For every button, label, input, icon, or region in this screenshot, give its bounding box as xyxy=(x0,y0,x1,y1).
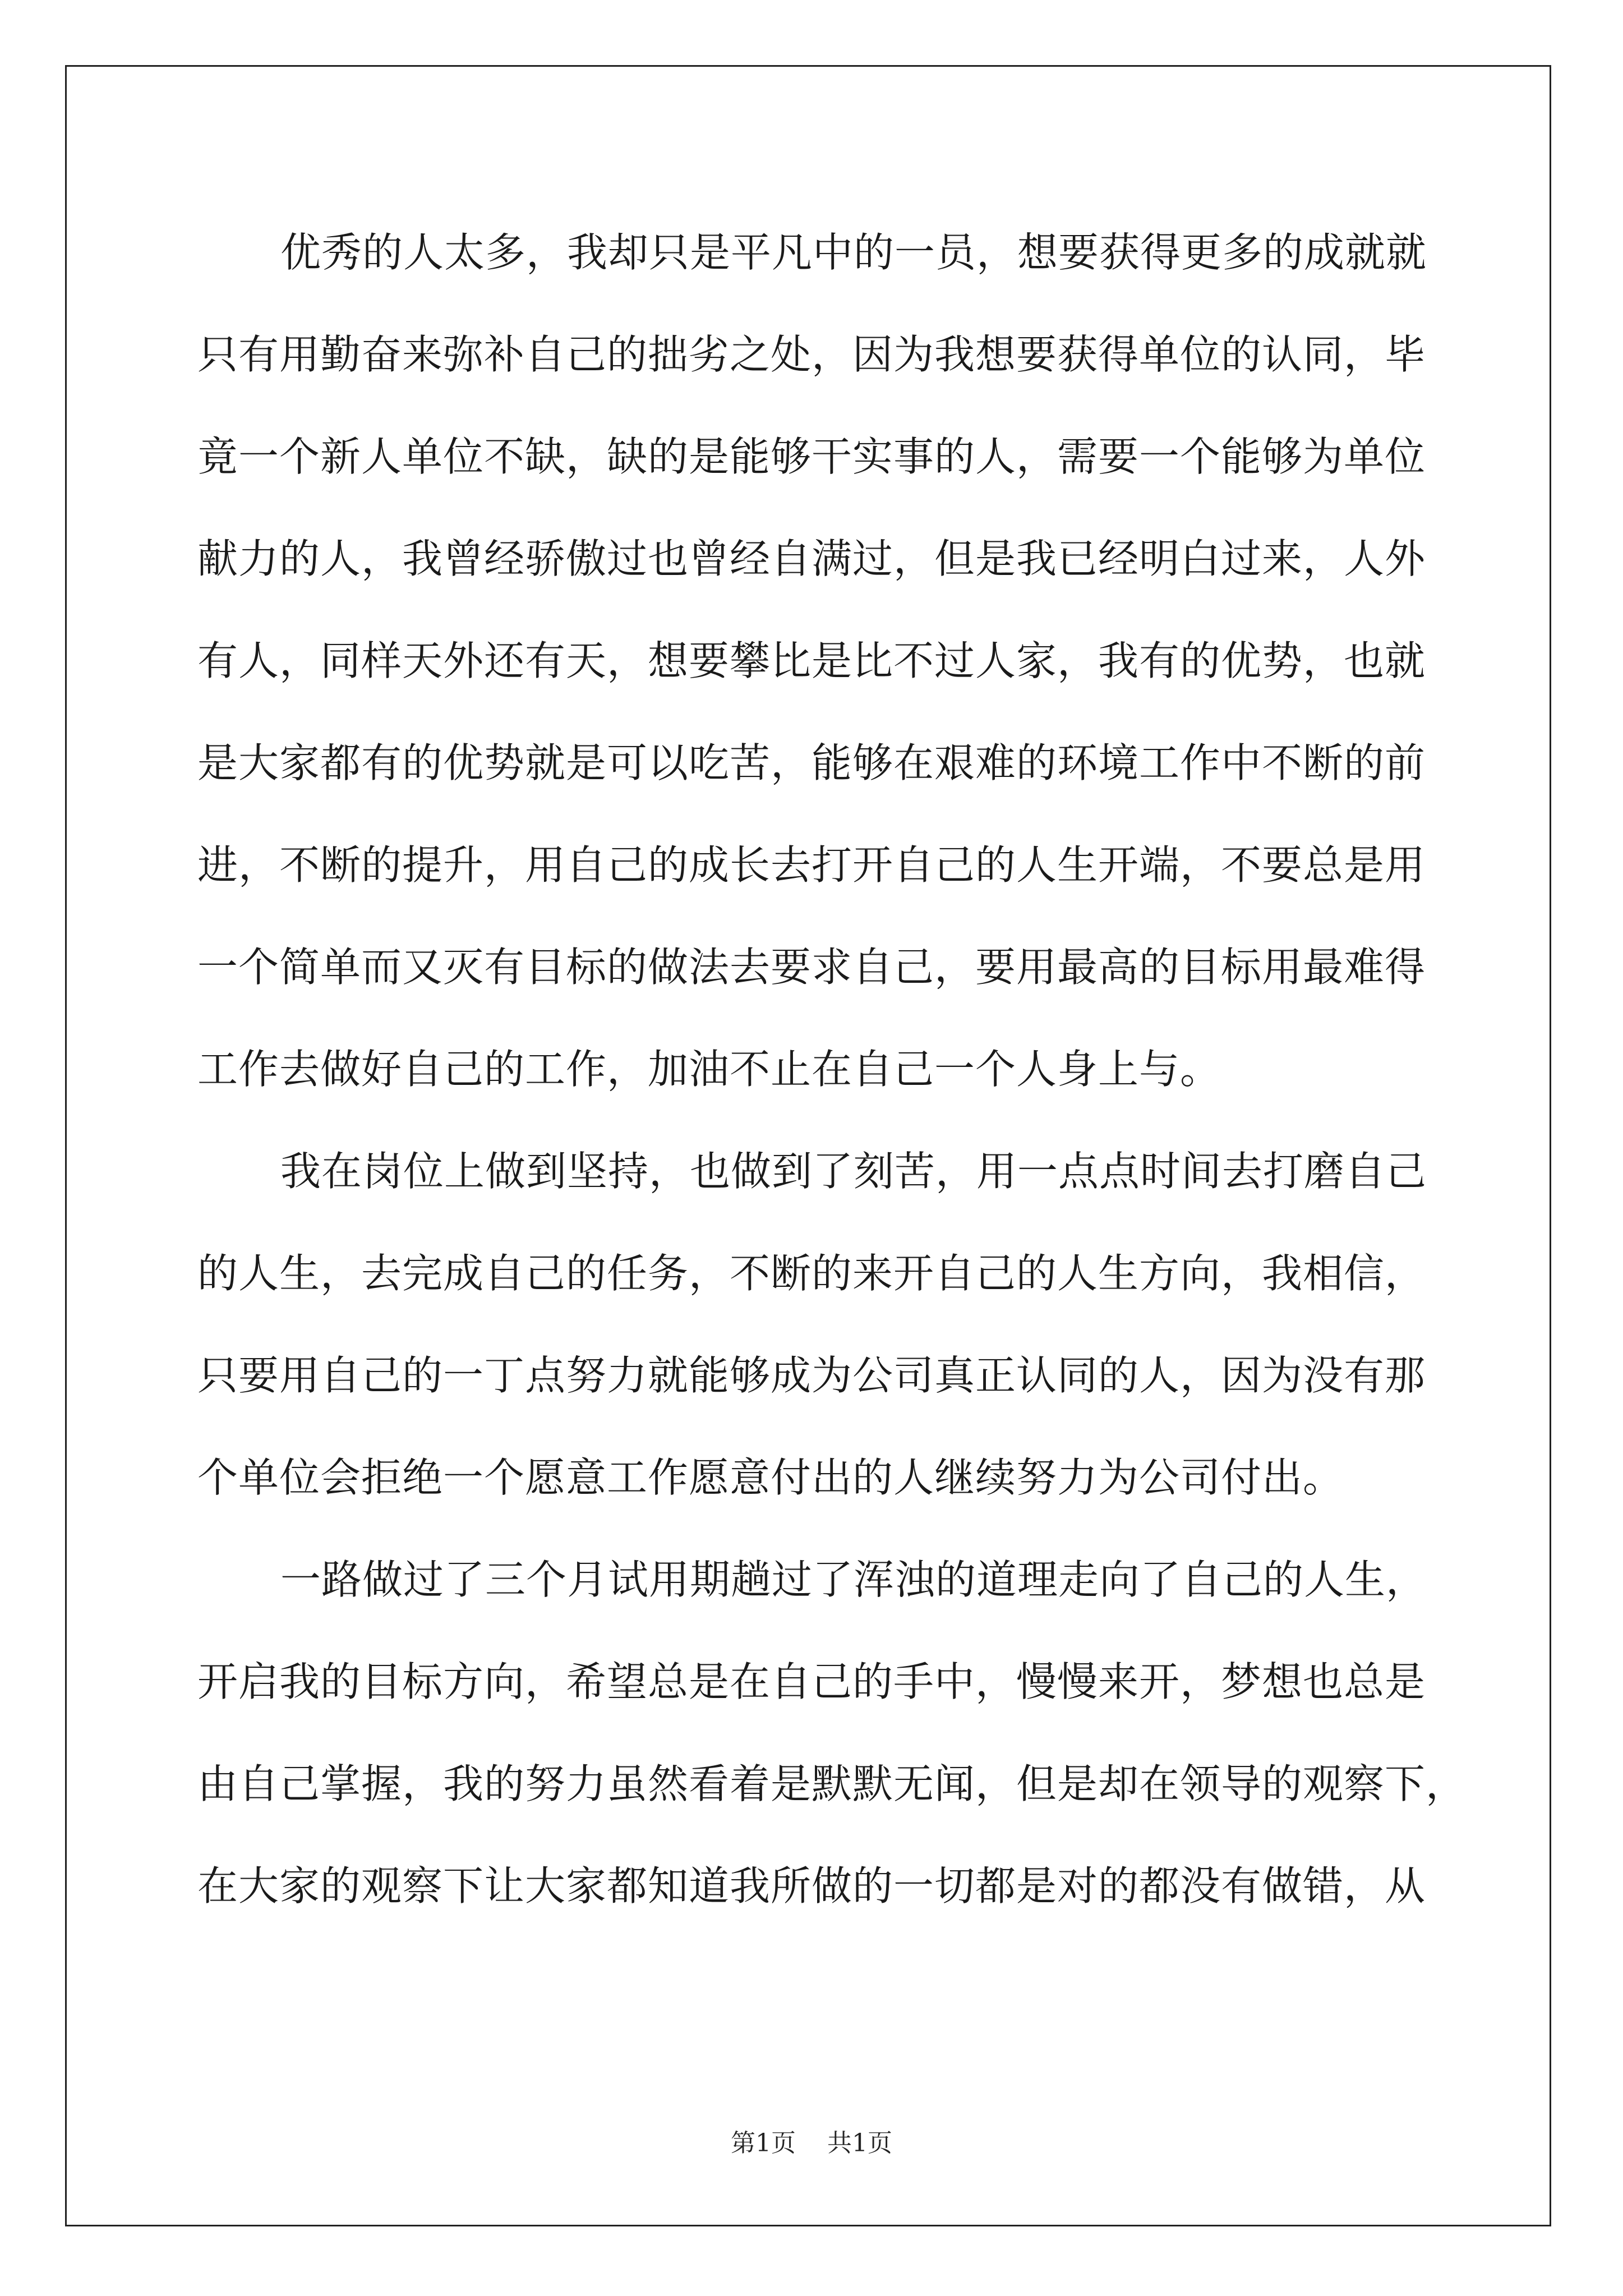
document-body xyxy=(197,219,1467,1954)
paragraph-2-line-4: 个单位会拒绝一个愿意工作愿意付出的人继续努力为公司付出。 xyxy=(197,1454,1344,1501)
paragraph-1-line-1: 优秀的人太多，我却只是平凡中的一员，想要获得更多的成就就 xyxy=(280,229,1427,276)
paragraph-1-line-6: 是大家都有的优势就是可以吃苦，能够在艰难的环境工作中不断的前 xyxy=(197,739,1426,786)
paragraph-1-line-7: 进，不断的提升，用自己的成长去打开自己的人生开端，不要总是用 xyxy=(197,841,1426,889)
paragraph-3-line-3: 由自己掌握，我的努力虽然看着是默默无闻，但是却在领导的观察下， xyxy=(197,1760,1467,1807)
paragraph-2-line-2: 的人生，去完成自己的任务，不断的来开自己的人生方向，我相信， xyxy=(197,1250,1426,1297)
page-number-current: 第1页 xyxy=(731,2129,796,2157)
paragraph-1-line-9: 工作去做好自己的工作，加油不止在自己一个人身上与。 xyxy=(197,1046,1221,1093)
paragraph-1-line-4: 献力的人，我曾经骄傲过也曾经自满过，但是我已经明白过来，人外 xyxy=(197,535,1426,582)
paragraph-3-line-4: 在大家的观察下让大家都知道我所做的一切都是对的都没有做错，从 xyxy=(197,1862,1426,1910)
page-footer xyxy=(0,2123,1623,2159)
page-number-total: 共1页 xyxy=(827,2129,892,2157)
paragraph-1-line-2: 只有用勤奋来弥补自己的拙劣之处，因为我想要获得单位的认同，毕 xyxy=(197,331,1426,378)
paragraph-2-line-3: 只要用自己的一丁点努力就能够成为公司真正认同的人，因为没有那 xyxy=(197,1352,1426,1399)
paragraph-1-line-5: 有人，同样天外还有天，想要攀比是比不过人家，我有的优势，也就 xyxy=(197,637,1426,684)
paragraph-3-line-2: 开启我的目标方向，希望总是在自己的手中，慢慢来开，梦想也总是 xyxy=(197,1658,1426,1705)
paragraph-2-line-1: 我在岗位上做到坚持，也做到了刻苦，用一点点时间去打磨自己 xyxy=(280,1148,1427,1195)
paragraph-1-line-8: 一个简单而又灭有目标的做法去要求自己，要用最高的目标用最难得 xyxy=(197,944,1426,991)
paragraph-1-line-3: 竟一个新人单位不缺，缺的是能够干实事的人，需要一个能够为单位 xyxy=(197,433,1426,480)
paragraph-3-line-1: 一路做过了三个月试用期趟过了浑浊的道理走向了自己的人生， xyxy=(280,1556,1427,1603)
